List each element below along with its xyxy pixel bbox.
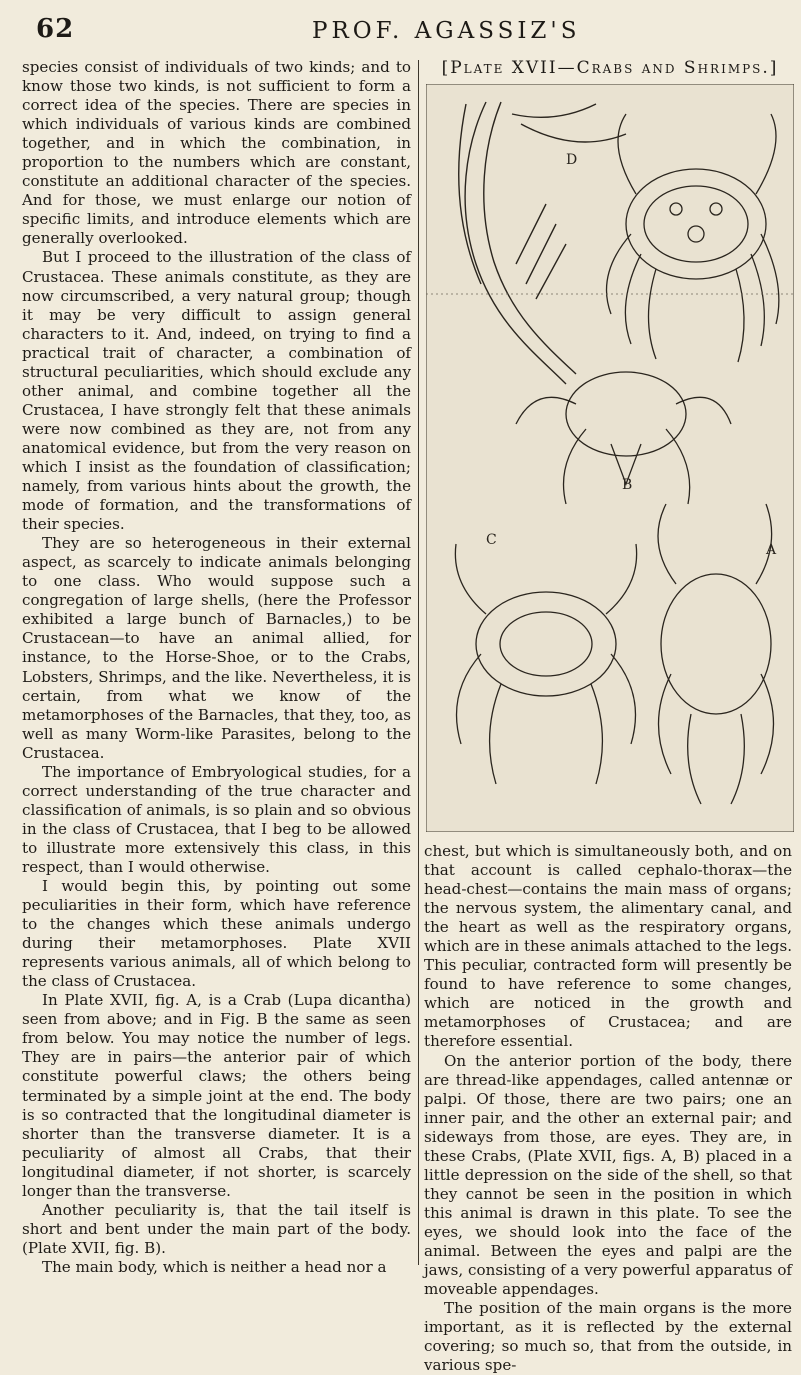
figure-label: D bbox=[566, 152, 578, 168]
plate-figure bbox=[426, 58, 794, 834]
paragraph: They are so heterogeneous in their external aspect, as scarcely to indicate animals belonging to one class. Who would suppose such a congregation of large shells, (here the Professor exhibited a large bunch of Barnacles,) to be Crustacean—to have an animal allied, for instance, to the Horse-Shoe, or to the Crabs, Lobsters, Shrimps, and the like. Nevertheless, it is certain, from what we know of the metamorphoses of the Barnacles, that they, too, as well as many Worm-like Parasites, belong to the Crustacea. bbox=[22, 534, 411, 762]
paragraph: chest, but which is simultaneously both, and on that account is called cephalo-thorax—the head-chest—contains the main mass of organs; the nervous system, the alimentary canal, and the heart as well as the respiratory organs, which are in these animals attached to the legs. This peculiar, contracted form will presently be found to have reference to some changes, which are noticed in the growth and metamorphoses of Crustacea; and are therefore essential. bbox=[424, 842, 792, 1051]
figure-label: A bbox=[766, 542, 777, 558]
paragraph: On the anterior portion of the body, there are thread-like appendages, called antennæ or palpi. Of those, there are two pairs; one an inner pair, and the other an external pair; and sideways from those, are eyes. They are, in these Crabs, (Plate XVII, figs. A, B) placed in a little depression on the side of the shell, so that they cannot be seen in the position in which this animal is drawn in this plate. To see the eyes, we should look into the face of the animal. Between the eyes and palpi are the jaws, consisting of a very powerful apparatus of moveable appendages. bbox=[424, 1051, 792, 1299]
paragraph: The main body, which is neither a head nor a bbox=[42, 1257, 387, 1276]
paragraph: I would begin this, by pointing out some peculiarities in their form, which have reference to the changes which these animals undergo during their metamorphoses. Plate XVII represents various animals, all of which belong to the class of Crustacea. bbox=[22, 877, 411, 991]
paragraph: In Plate XVII, fig. A, is a Crab (Lupa dicantha) seen from above; and in Fig. B the same as seen from below. You may notice the number of legs. They are in pairs—the anterior pair of which constitute powerful claws; the others being terminated by a simple joint at the end. The body is so contracted that the longitudinal diameter is shorter than the transverse diameter. It is a peculiarity of almost all Crabs, that their longitudinal diameter, if not shorter, is scarcely longer than the transverse. bbox=[22, 991, 411, 1200]
crabs-and-shrimps-engraving bbox=[426, 84, 794, 832]
paragraph: species consist of individuals of two kinds; and to know those two kinds, is not sufficient to form a correct idea of the species. There are species in which individuals of various kinds are combined together, and in which the combination, in proportion to the numbers which are constant, constitute an additional character of the species. And for those, we must enlarge our notion of specific limits, and introduce elements which are generally overlooked. bbox=[22, 58, 411, 248]
running-head: PROF. AGASSIZ'S bbox=[312, 18, 581, 44]
column-divider bbox=[418, 60, 419, 1265]
paragraph: But I proceed to the illustration of the class of Crustacea. These animals constitute, as they are now circumscribed, a very natural group; though it may be very difficult to assign general characters to it. And, indeed, on trying to find a practical trait of character, a combination of structural peculiarities, which should exclude any other animal, and combine together all the Crustacea, I have strongly felt that these animals were now combined as they are, not from any anatomical evidence, but from the very reason on which I insist as the foundation of classification; namely, from various hints about the growth, the mode of formation, and the transformations of their species. bbox=[22, 248, 411, 534]
page-header bbox=[0, 8, 801, 48]
paragraph: The importance of Embryological studies, for a correct understanding of the true character and classification of animals, is so plain and so obvious in the class of Crustacea, that I beg to be allowed to illustrate more extensively this class, in this respect, than I would otherwise. bbox=[22, 762, 411, 876]
plate-caption: [Plate XVII—Crabs and Shrimps.] bbox=[441, 58, 779, 78]
paragraph: The position of the main organs is the more important, as it is reflected by the external covering; so much so, that from the outside, in various spe- bbox=[424, 1299, 792, 1375]
figure-label: C bbox=[486, 532, 497, 548]
page-number: 62 bbox=[36, 14, 75, 44]
right-text-column bbox=[424, 842, 792, 1375]
left-text-column bbox=[22, 58, 411, 1277]
figure-label: B bbox=[622, 477, 633, 493]
paragraph: Another peculiarity is, that the tail itself is short and bent under the main part of the body. (Plate XVII, fig. B). bbox=[22, 1200, 411, 1257]
